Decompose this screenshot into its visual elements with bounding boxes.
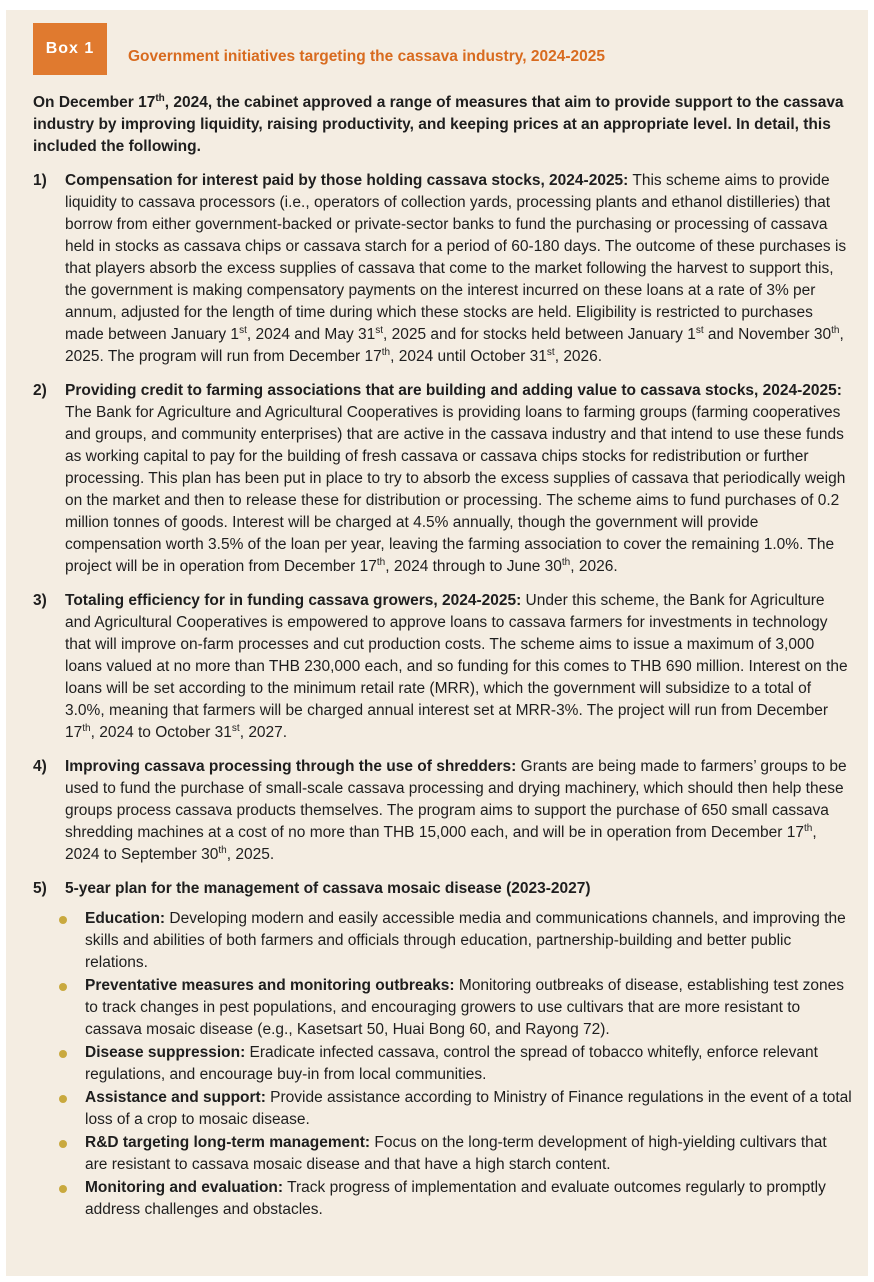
bullet-item xyxy=(59,975,853,1041)
bullet-body: Monitoring outbreaks of disease, establishing test zones to track changes in pest populations, and encouraging growers to use cultivars that are more resistant to cassava mosaic disease (e.g., Kasetsart 50, Huai Bong 60, and Rayong 72). xyxy=(85,977,844,1038)
item-text xyxy=(65,756,853,866)
bullet-text xyxy=(85,1042,853,1086)
item-heading: Providing credit to farming associations that are building and adding value to cassava stocks, 2024-2025: xyxy=(65,382,842,399)
item-body: , 2025 and for stocks held between January 1 xyxy=(383,326,696,343)
item-body: , 2024 and May 31 xyxy=(246,326,376,343)
intro-text-a: On December 17 xyxy=(33,94,156,111)
list-item-1 xyxy=(33,170,853,368)
item-number: 4) xyxy=(33,758,47,775)
ordinal-sup: st xyxy=(231,722,240,734)
list-item-5 xyxy=(33,878,853,1222)
item-body: Under this scheme, the Bank for Agriculture and Agricultural Cooperatives is empowered to approve loans to cassava farmers for investments in technology that will improve on-farm processes and cut production costs. The scheme aims to issue a maximum of 3,000 loans valued at no more than THB 230,000 each, and so funding for this comes to THB 690 million. Interest on the loans will be set according to the minimum retail rate (MRR), which the government will subsidize to a total of 3.0%, meaning that farmers will be charged annual interest set at MRR-3%. The project will run from December 17 xyxy=(65,592,848,741)
item-number: 2) xyxy=(33,382,47,399)
bullet-text xyxy=(85,975,853,1041)
bullet-text xyxy=(85,1177,853,1221)
bullet-heading: Preventative measures and monitoring outbreaks: xyxy=(85,977,455,994)
box-tag: Box 1 xyxy=(33,23,107,75)
intro-text-b: , 2024, the cabinet approved a range of measures that aim to provide support to the cassava industry by improving liquidity, raising productivity, and keeping prices at an appropriate level. In detail, this included the following. xyxy=(33,94,844,155)
bullet-heading: Education: xyxy=(85,910,166,927)
bullet-dot-icon xyxy=(59,908,85,974)
item-body: , 2025. xyxy=(226,846,275,863)
item-body: , 2025. The program will run from December 17 xyxy=(65,326,844,365)
bullet-dot-icon xyxy=(59,1177,85,1221)
ordinal-sup: th xyxy=(561,556,571,568)
bullet-dot-icon xyxy=(59,1042,85,1086)
item-body: , 2024 through to June 30 xyxy=(385,558,562,575)
ordinal-sup: st xyxy=(375,324,384,336)
bullet-item xyxy=(59,1042,853,1086)
item-heading: Improving cassava processing through the use of shredders: xyxy=(65,758,517,775)
item-body: , 2024 to September 30 xyxy=(65,824,817,863)
ordinal-sup: st xyxy=(695,324,704,336)
item-body: and November 30 xyxy=(703,326,832,343)
item-number: 3) xyxy=(33,592,47,609)
item-text xyxy=(65,590,853,744)
bullet-dot-icon xyxy=(59,1087,85,1131)
box-title: Government initiatives targeting the cassava industry, 2024-2025 xyxy=(128,48,605,65)
info-box xyxy=(6,10,868,1276)
ordinal-sup: th xyxy=(803,822,813,834)
bullet-item xyxy=(59,908,853,974)
bullet-body: Developing modern and easily accessible media and communications channels, and improving the skills and abilities of both farmers and officials through education, partnership-building and better public relations. xyxy=(85,910,846,971)
bullet-text xyxy=(85,1132,853,1176)
item-body: Grants are being made to farmers’ groups to be used to fund the purchase of small-scale cassava processing and drying machinery, which should then help these groups process cassava products themselves. The program aims to support the purchase of 650 small cassava shredding machines at a cost of no more than THB 15,000 each, and will be in operation from December 17 xyxy=(65,758,847,841)
item-body: , 2024 to October 31 xyxy=(90,724,232,741)
item-text xyxy=(65,380,853,578)
bullet-item xyxy=(59,1087,853,1131)
item-body: The Bank for Agriculture and Agricultural Cooperatives is providing loans to farming groups (farming cooperatives and groups, and community enterprises) that are active in the cassava industry and that intend to use these funds as working capital to pay for the building of fresh cassava or cassava chips stocks for redistribution or further processing. This plan has been put in place to try to absorb the excess supplies of cassava that periodically weigh on the market and then to release these for distribution or processing. The scheme aims to fund purchases of 0.2 million tonnes of goods. Interest will be charged at 4.5% annually, though the government will provide compensation worth 3.5% of the loan per year, leaving the farming association to cover the remaining 1.0%. The project will be in operation from December 17 xyxy=(65,404,846,575)
bullet-heading: Monitoring and evaluation: xyxy=(85,1179,284,1196)
item-body: , 2027. xyxy=(239,724,288,741)
intro-paragraph xyxy=(33,92,853,158)
list-item-4 xyxy=(33,756,853,866)
bullet-dot-icon xyxy=(59,975,85,1041)
item-text xyxy=(65,170,853,368)
bullet-body: Focus on the long-term development of high-yielding cultivars that are resistant to cassava mosaic disease and that have a high starch content. xyxy=(85,1134,827,1173)
bullet-dot-icon xyxy=(59,1132,85,1176)
item-body: , 2026. xyxy=(554,348,603,365)
bullet-text xyxy=(85,1087,853,1131)
ordinal-sup: th xyxy=(381,346,391,358)
item-text xyxy=(65,878,853,1222)
box-content xyxy=(33,92,853,1234)
bullet-body: Eradicate infected cassava, control the spread of tobacco whitefly, enforce relevant regulations, and encourage buy-in from local communities. xyxy=(85,1044,818,1083)
item-body: , 2026. xyxy=(570,558,618,575)
item-body: , 2024 until October 31 xyxy=(390,348,547,365)
bullet-heading: Assistance and support: xyxy=(85,1089,266,1106)
ordinal-sup: th xyxy=(218,844,227,856)
bullet-body: Track progress of implementation and evaluate outcomes regularly to promptly address challenges and obstacles. xyxy=(85,1179,826,1218)
bullet-item xyxy=(59,1132,853,1176)
list-item-2 xyxy=(33,380,853,578)
ordinal-sup: th xyxy=(831,324,840,336)
item-heading: Totaling efficiency for in funding cassava growers, 2024-2025: xyxy=(65,592,522,609)
ordinal-sup: st xyxy=(239,324,247,336)
bullet-body: Provide assistance according to Ministry of Finance regulations in the event of a total loss of a crop to mosaic disease. xyxy=(85,1089,852,1128)
ordinal-sup: st xyxy=(546,346,555,358)
item-number: 5) xyxy=(33,880,47,897)
bullet-text xyxy=(85,908,853,974)
list-item-3 xyxy=(33,590,853,744)
bullet-item xyxy=(59,1177,853,1221)
bullet-heading: Disease suppression: xyxy=(85,1044,246,1061)
intro-sup: th xyxy=(155,92,165,104)
item-number: 1) xyxy=(33,172,47,189)
bullet-heading: R&D targeting long-term management: xyxy=(85,1134,371,1151)
item-heading: 5-year plan for the management of cassava mosaic disease (2023-2027) xyxy=(65,880,591,897)
ordinal-sup: th xyxy=(376,556,386,568)
bullet-list xyxy=(59,908,853,1221)
ordinal-sup: th xyxy=(82,722,91,734)
item-body: This scheme aims to provide liquidity to cassava processors (i.e., operators of collection yards, processing plants and ethanol distilleries) that borrow from either government-backed or private-sector banks to fund the purchasing or processing of cassava held in stocks as cassava chips or cassava starch for a period of 60-180 days. The outcome of these purchases is that players absorb the excess supplies of cassava that come to the market following the harvest to support this, the government is making compensatory payments on the interest incurred on these loans at a rate of 3% per annum, adjusted for the length of time during which these stocks are held. Eligibility is restricted to purchases made between January 1 xyxy=(65,172,847,343)
item-heading: Compensation for interest paid by those holding cassava stocks, 2024-2025: xyxy=(65,172,629,189)
